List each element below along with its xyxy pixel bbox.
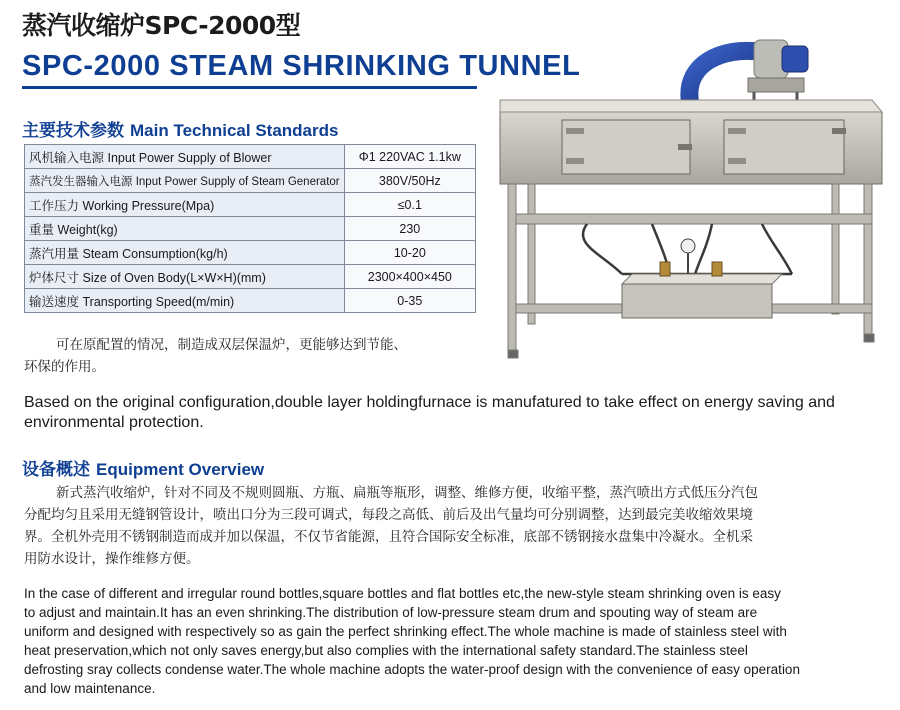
title-english: SPC-2000 STEAM SHRINKING TUNNEL xyxy=(22,50,581,82)
blower-hose xyxy=(689,51,762,102)
overview-en-line2: to adjust and maintain.It has an even shrinking.The distribution of low-pressure steam drum and spouting way of steam are xyxy=(24,605,758,620)
overview-en-line6: and low maintenance. xyxy=(24,681,156,696)
overview-cn-line3: 界。全机外壳用不锈钢制造而成并加以保温，不仅节省能源，且符合国际安全标准，底部不锈钢接水盘集中冷凝水。全机采 xyxy=(24,529,753,545)
steam-tunnel-illustration xyxy=(492,34,892,374)
specs-heading-en: Main Technical Standards xyxy=(130,121,339,140)
overview-cn-line1: 新式蒸汽收缩炉，针对不同及不规则圆瓶、方瓶、扁瓶等瓶形，调整、维修方便，收缩平整，蒸汽喷出方式低压分汽包 xyxy=(56,485,758,501)
tunnel-body xyxy=(500,100,882,184)
spec-row-oven-size xyxy=(25,265,476,289)
intro-cn-line1: 可在原配置的情况，制造成双层保温炉，更能够达到节能、 xyxy=(56,337,407,353)
blower-motor xyxy=(748,40,808,104)
title-underline xyxy=(22,86,477,89)
spec-label-en: Working Pressure(Mpa) xyxy=(82,198,215,213)
spec-row-working-pressure xyxy=(25,193,476,217)
intro-cn-line2: 环保的作用。 xyxy=(24,359,105,375)
spec-label-en: Weight(kg) xyxy=(57,222,118,237)
spec-value: Φ1 220VAC 1.1kw xyxy=(344,145,475,169)
intro-en-line2: environmental protection. xyxy=(24,414,204,431)
spec-label-en: Size of Oven Body(L×W×H)(mm) xyxy=(82,270,266,285)
spec-value: 0-35 xyxy=(344,289,475,313)
specs-table xyxy=(24,144,476,313)
spec-value: 10-20 xyxy=(344,241,475,265)
spec-label xyxy=(25,193,345,217)
overview-en-line4: heat preservation,which not only saves energy,but also complies with the international safety standard.The stainless steel xyxy=(24,643,748,658)
spec-label-cn: 蒸汽用量 xyxy=(29,245,80,261)
steam-generator xyxy=(622,239,782,318)
spec-label-en: Input Power Supply of Steam Generator xyxy=(135,175,340,188)
spec-label-cn: 工作压力 xyxy=(29,197,80,213)
intro-en-line1: Based on the original configuration,double layer holdingfurnace is manufatured to take effect on energy saving and xyxy=(24,394,835,411)
spec-label xyxy=(25,145,345,169)
specs-heading xyxy=(22,116,338,141)
spec-row-weight xyxy=(25,217,476,241)
spec-row-steam-consumption xyxy=(25,241,476,265)
overview-heading-cn: 设备概述 xyxy=(22,460,90,480)
spec-label-en: Transporting Speed(m/min) xyxy=(82,294,235,309)
support-frame xyxy=(508,184,874,358)
spec-label xyxy=(25,169,345,193)
spec-row-blower-power xyxy=(25,145,476,169)
spec-label-cn: 蒸汽发生器输入电源 xyxy=(29,173,133,188)
overview-en-line5: defrosting sray collects condense water.The whole machine adopts the water-proof design with the convenience of easy operation xyxy=(24,662,800,677)
overview-cn-line4: 用防水设计，操作维修方便。 xyxy=(24,551,200,567)
title-chinese: 蒸汽收缩炉SPC-2000型 xyxy=(22,11,301,40)
spec-label-cn: 炉体尺寸 xyxy=(29,269,80,285)
specs-heading-cn: 主要技术参数 xyxy=(22,121,124,141)
spec-value: 230 xyxy=(344,217,475,241)
spec-value: 380V/50Hz xyxy=(344,169,475,193)
spec-value: ≤0.1 xyxy=(344,193,475,217)
spec-row-transport-speed xyxy=(25,289,476,313)
spec-row-generator-power xyxy=(25,169,476,193)
spec-label xyxy=(25,217,345,241)
spec-label-cn: 重量 xyxy=(29,221,55,237)
spec-value: 2300×400×450 xyxy=(344,265,475,289)
spec-label xyxy=(25,241,345,265)
spec-label xyxy=(25,289,345,313)
overview-en-line3: uniform and designed with respectively so as gain the perfect shrinking effect.The whole machine is made of stainless steel with xyxy=(24,624,787,639)
spec-label-cn: 风机输入电源 xyxy=(29,149,105,165)
overview-cn-line2: 分配均匀且采用无缝钢管设计，喷出口分为三段可调式，每段之高低、前后及出气量均可分别调整，达到最完美收缩效果境 xyxy=(24,507,753,523)
overview-heading xyxy=(22,455,264,480)
overview-en-line1: In the case of different and irregular round bottles,square bottles and flat bottles etc,the new-style steam shrinking oven is easy xyxy=(24,586,781,601)
overview-heading-en: Equipment Overview xyxy=(96,460,265,479)
spec-label-cn: 输送速度 xyxy=(29,293,80,309)
spec-label xyxy=(25,265,345,289)
spec-label-en: Input Power Supply of Blower xyxy=(107,150,272,165)
spec-label-en: Steam Consumption(kg/h) xyxy=(82,246,228,261)
